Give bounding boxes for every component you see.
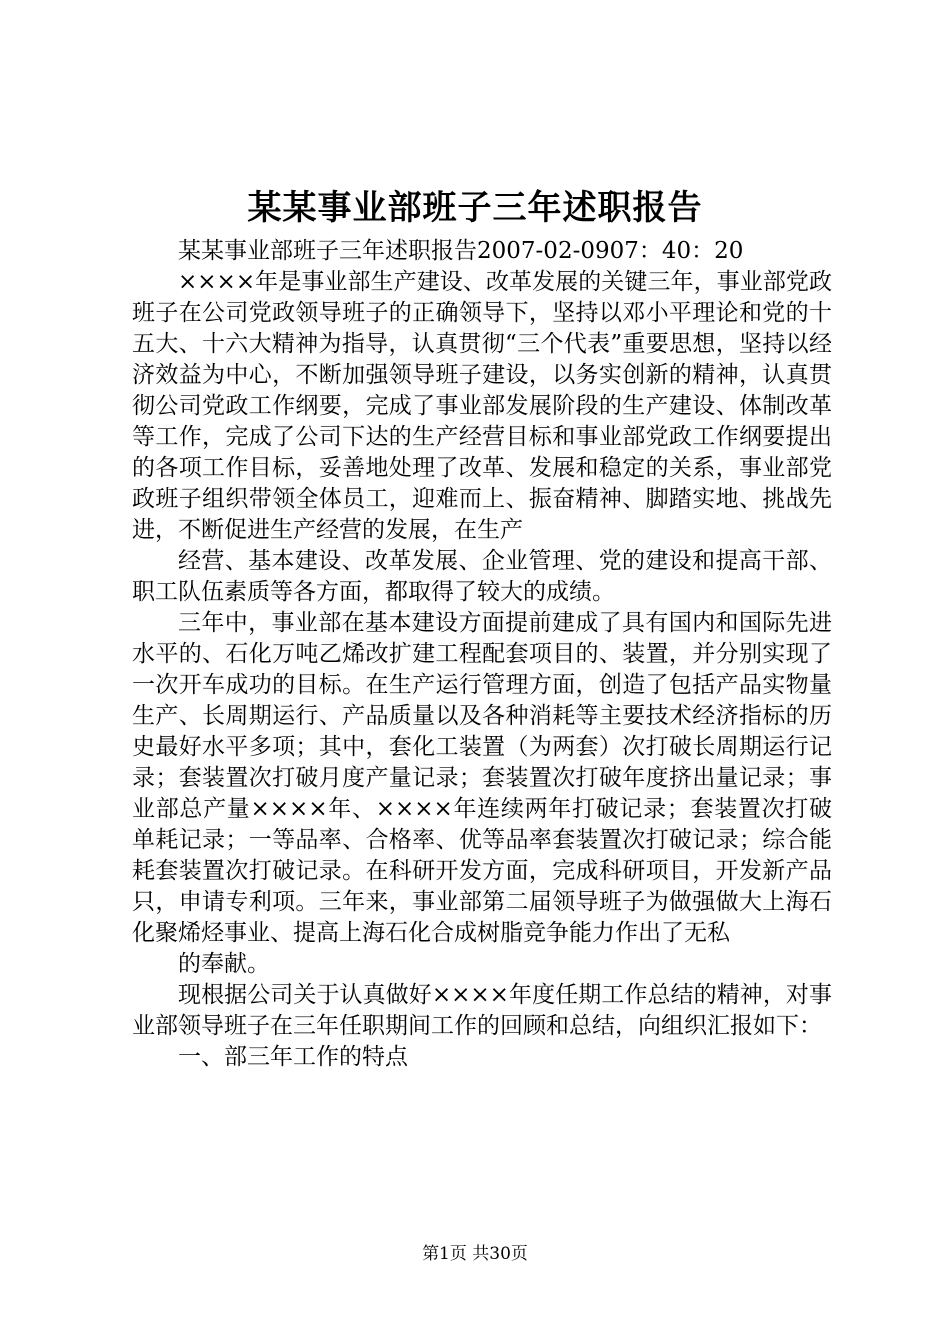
page-number-footer: 第1页 共30页 (422, 1244, 528, 1264)
paragraph-header-line: 某某事业部班子三年述职报告2007-02-0907：40：20 (178, 238, 744, 264)
paragraph-intro: ××××年是事业部生产建设、改革发展的关键三年，事业部党政班子在公司党政领导班子的正确领导下，坚持以邓小平理论和党的十五大、十六大精神为指导，认真贯彻“三个代表”重要思想，坚持以经济效益为中心，不断加强领导班子建设，以务实创新的精神，认真贯彻公司党政工作纲要，完成了事业部发展阶段的生产建设、体制改革等工作，完成了公司下达的生产经营目标和事业部党政工作纲要提出的各项工作目标，妥善地处理了改革、发展和稳定的关系，事业部党政班子组织带领全体员工，迎难而上、振奋精神、脚踏实地、挑战先进，不断促进生产经营的发展，在生产 (132, 269, 832, 543)
paragraph-achievements: 三年中，事业部在基本建设方面提前建成了具有国内和国际先进水平的、石化万吨乙烯改扩建工程配套项目的、装置，并分别实现了一次开车成功的目标。在生产运行管理方面，创造了包括产品实物量生产、长周期运行、产品质量以及各种消耗等主要技术经济指标的历史最好水平多项；其中，套化工装置（为两套）次打破长周期运行记录；套装置次打破月度产量记录；套装置次打破年度挤出量记录；事业部总产量××××年、××××年连续两年打破记录；套装置次打破单耗记录；一等品率、合格率、优等品率套装置次打破记录；综合能耗套装置次打破记录。在科研开发方面，完成科研项目，开发新产品只，申请专利项。三年来，事业部第二届领导班子为做强做大上海石化聚烯烃事业、提高上海石化合成树脂竞争能力作出了无私 (132, 610, 832, 946)
paragraph-achievements-continued: 的奉献。 (178, 951, 270, 977)
paragraph-intro-continued: 经营、基本建设、改革发展、企业管理、党的建设和提高干部、职工队伍素质等各方面，都取得了较大的成绩。 (132, 548, 832, 605)
document-title: 某某事业部班子三年述职报告 (247, 188, 703, 228)
document-body (132, 236, 832, 1073)
paragraph-report-purpose: 现根据公司关于认真做好××××年度任期工作总结的精神，对事业部领导班子在三年任职期间工作的回顾和总结，向组织汇报如下： (132, 982, 832, 1039)
section-heading-1: 一、部三年工作的特点 (178, 1044, 408, 1070)
